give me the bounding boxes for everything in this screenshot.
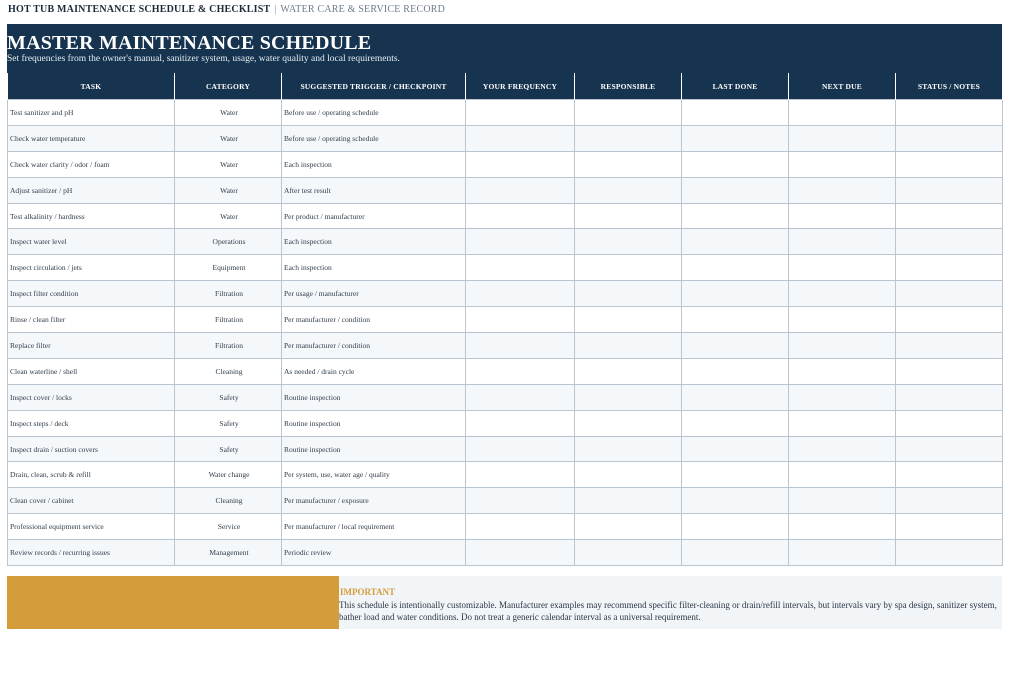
note-text: This schedule is intentionally customizable. Manufacturer examples may recommend specific filter-cleaning or drain/refill intervals, but intervals vary by spa design, sanitizer system, bather load and water conditions. Do not treat a generic calendar interval as a universal requirement. <box>339 600 997 622</box>
next-due-cell[interactable] <box>789 229 896 255</box>
last-done-cell[interactable] <box>682 514 789 540</box>
status-notes-cell[interactable] <box>896 436 1003 462</box>
status-notes-cell[interactable] <box>896 333 1003 359</box>
frequency-cell[interactable] <box>466 229 575 255</box>
column-header-status-notes: STATUS / NOTES <box>896 73 1003 100</box>
next-due-cell[interactable] <box>789 307 896 333</box>
last-done-cell[interactable] <box>682 100 789 126</box>
responsible-cell[interactable] <box>575 100 682 126</box>
trigger-cell: Before use / operating schedule <box>282 125 466 151</box>
column-header-frequency: YOUR FREQUENCY <box>466 73 575 100</box>
category-cell: Water <box>175 177 282 203</box>
table-row <box>8 203 1003 229</box>
table-row <box>8 229 1003 255</box>
task-cell: Rinse / clean filter <box>8 307 175 333</box>
document-title: HOT TUB MAINTENANCE SCHEDULE & CHECKLIST <box>8 4 271 15</box>
trigger-cell: Routine inspection <box>282 410 466 436</box>
responsible-cell[interactable] <box>575 462 682 488</box>
status-notes-cell[interactable] <box>896 358 1003 384</box>
task-cell: Inspect filter condition <box>8 281 175 307</box>
last-done-cell[interactable] <box>682 177 789 203</box>
category-cell: Operations <box>175 229 282 255</box>
category-cell: Water <box>175 151 282 177</box>
table-row <box>8 436 1003 462</box>
category-cell: Water <box>175 203 282 229</box>
status-notes-cell[interactable] <box>896 100 1003 126</box>
note-label: IMPORTANT <box>340 587 396 597</box>
table-row <box>8 358 1003 384</box>
category-cell: Management <box>175 540 282 566</box>
maintenance-table <box>7 73 1003 566</box>
status-notes-cell[interactable] <box>896 410 1003 436</box>
table-row <box>8 255 1003 281</box>
last-done-cell[interactable] <box>682 358 789 384</box>
last-done-cell[interactable] <box>682 462 789 488</box>
status-notes-cell[interactable] <box>896 255 1003 281</box>
status-notes-cell[interactable] <box>896 151 1003 177</box>
note-accent-block <box>7 576 339 629</box>
task-cell: Professional equipment service <box>8 514 175 540</box>
responsible-cell[interactable] <box>575 151 682 177</box>
table-row <box>8 177 1003 203</box>
category-cell: Safety <box>175 410 282 436</box>
frequency-cell[interactable] <box>466 307 575 333</box>
task-cell: Replace filter <box>8 333 175 359</box>
trigger-cell: Per usage / manufacturer <box>282 281 466 307</box>
next-due-cell[interactable] <box>789 436 896 462</box>
column-header-category: CATEGORY <box>175 73 282 100</box>
status-notes-cell[interactable] <box>896 488 1003 514</box>
status-notes-cell[interactable] <box>896 229 1003 255</box>
frequency-cell[interactable] <box>466 514 575 540</box>
last-done-cell[interactable] <box>682 410 789 436</box>
trigger-cell: Per product / manufacturer <box>282 203 466 229</box>
last-done-cell[interactable] <box>682 333 789 359</box>
table-row <box>8 514 1003 540</box>
task-cell: Test sanitizer and pH <box>8 100 175 126</box>
schedule-title: MASTER MAINTENANCE SCHEDULE <box>7 32 372 54</box>
table-row <box>8 384 1003 410</box>
table-row <box>8 333 1003 359</box>
last-done-cell[interactable] <box>682 229 789 255</box>
column-header-last-done: LAST DONE <box>682 73 789 100</box>
responsible-cell[interactable] <box>575 384 682 410</box>
next-due-cell[interactable] <box>789 333 896 359</box>
status-notes-cell[interactable] <box>896 125 1003 151</box>
responsible-cell[interactable] <box>575 125 682 151</box>
table-row <box>8 307 1003 333</box>
frequency-cell[interactable] <box>466 540 575 566</box>
trigger-cell: Per system, use, water age / quality <box>282 462 466 488</box>
frequency-cell[interactable] <box>466 436 575 462</box>
trigger-cell: Per manufacturer / local requirement <box>282 514 466 540</box>
status-notes-cell[interactable] <box>896 203 1003 229</box>
trigger-cell: Each inspection <box>282 229 466 255</box>
category-cell: Water <box>175 125 282 151</box>
trigger-cell: Routine inspection <box>282 436 466 462</box>
task-cell: Check water temperature <box>8 125 175 151</box>
responsible-cell[interactable] <box>575 540 682 566</box>
responsible-cell[interactable] <box>575 255 682 281</box>
last-done-cell[interactable] <box>682 384 789 410</box>
category-cell: Filtration <box>175 281 282 307</box>
table-row <box>8 151 1003 177</box>
responsible-cell[interactable] <box>575 177 682 203</box>
table-row <box>8 410 1003 436</box>
next-due-cell[interactable] <box>789 410 896 436</box>
status-notes-cell[interactable] <box>896 177 1003 203</box>
next-due-cell[interactable] <box>789 203 896 229</box>
responsible-cell[interactable] <box>575 514 682 540</box>
trigger-cell: Routine inspection <box>282 384 466 410</box>
last-done-cell[interactable] <box>682 203 789 229</box>
trigger-cell: Each inspection <box>282 255 466 281</box>
trigger-cell: Periodic review <box>282 540 466 566</box>
category-cell: Safety <box>175 436 282 462</box>
last-done-cell[interactable] <box>682 488 789 514</box>
frequency-cell[interactable] <box>466 281 575 307</box>
category-cell: Safety <box>175 384 282 410</box>
task-cell: Inspect circulation / jets <box>8 255 175 281</box>
category-cell: Cleaning <box>175 488 282 514</box>
frequency-cell[interactable] <box>466 177 575 203</box>
next-due-cell[interactable] <box>789 281 896 307</box>
responsible-cell[interactable] <box>575 436 682 462</box>
task-cell: Clean waterline / shell <box>8 358 175 384</box>
responsible-cell[interactable] <box>575 307 682 333</box>
task-cell: Test alkalinity / hardness <box>8 203 175 229</box>
table-row <box>8 100 1003 126</box>
next-due-cell[interactable] <box>789 358 896 384</box>
next-due-cell[interactable] <box>789 540 896 566</box>
next-due-cell[interactable] <box>789 384 896 410</box>
responsible-cell[interactable] <box>575 488 682 514</box>
frequency-cell[interactable] <box>466 384 575 410</box>
task-cell: Adjust sanitizer / pH <box>8 177 175 203</box>
next-due-cell[interactable] <box>789 462 896 488</box>
next-due-cell[interactable] <box>789 488 896 514</box>
task-cell: Inspect water level <box>8 229 175 255</box>
last-done-cell[interactable] <box>682 540 789 566</box>
task-cell: Clean cover / cabinet <box>8 488 175 514</box>
table-row <box>8 281 1003 307</box>
category-cell: Filtration <box>175 307 282 333</box>
schedule-banner <box>7 24 1002 73</box>
frequency-cell[interactable] <box>466 203 575 229</box>
last-done-cell[interactable] <box>682 436 789 462</box>
status-notes-cell[interactable] <box>896 462 1003 488</box>
table-header-row <box>8 73 1003 100</box>
next-due-cell[interactable] <box>789 514 896 540</box>
next-due-cell[interactable] <box>789 125 896 151</box>
frequency-cell[interactable] <box>466 462 575 488</box>
document-section: WATER CARE & SERVICE RECORD <box>280 4 446 15</box>
column-header-next-due: NEXT DUE <box>789 73 896 100</box>
frequency-cell[interactable] <box>466 125 575 151</box>
task-cell: Check water clarity / odor / foam <box>8 151 175 177</box>
important-note <box>7 576 1002 629</box>
header-separator: | <box>274 4 277 15</box>
trigger-cell: Per manufacturer / condition <box>282 307 466 333</box>
next-due-cell[interactable] <box>789 255 896 281</box>
table-row <box>8 488 1003 514</box>
frequency-cell[interactable] <box>466 358 575 384</box>
responsible-cell[interactable] <box>575 281 682 307</box>
task-cell: Review records / recurring issues <box>8 540 175 566</box>
trigger-cell: Per manufacturer / condition <box>282 333 466 359</box>
document-header <box>8 4 445 16</box>
responsible-cell[interactable] <box>575 358 682 384</box>
task-cell: Inspect cover / locks <box>8 384 175 410</box>
status-notes-cell[interactable] <box>896 281 1003 307</box>
trigger-cell: Before use / operating schedule <box>282 100 466 126</box>
next-due-cell[interactable] <box>789 177 896 203</box>
category-cell: Service <box>175 514 282 540</box>
status-notes-cell[interactable] <box>896 514 1003 540</box>
category-cell: Water <box>175 100 282 126</box>
category-cell: Water change <box>175 462 282 488</box>
status-notes-cell[interactable] <box>896 540 1003 566</box>
next-due-cell[interactable] <box>789 100 896 126</box>
responsible-cell[interactable] <box>575 410 682 436</box>
status-notes-cell[interactable] <box>896 307 1003 333</box>
responsible-cell[interactable] <box>575 229 682 255</box>
trigger-cell: After test result <box>282 177 466 203</box>
responsible-cell[interactable] <box>575 333 682 359</box>
frequency-cell[interactable] <box>466 410 575 436</box>
category-cell: Equipment <box>175 255 282 281</box>
trigger-cell: As needed / drain cycle <box>282 358 466 384</box>
schedule-subtitle: Set frequencies from the owner's manual, sanitizer system, usage, water quality and local requirements. <box>7 54 400 64</box>
last-done-cell[interactable] <box>682 255 789 281</box>
next-due-cell[interactable] <box>789 151 896 177</box>
trigger-cell: Per manufacturer / exposure <box>282 488 466 514</box>
frequency-cell[interactable] <box>466 255 575 281</box>
trigger-cell: Each inspection <box>282 151 466 177</box>
task-cell: Inspect drain / suction covers <box>8 436 175 462</box>
category-cell: Cleaning <box>175 358 282 384</box>
frequency-cell[interactable] <box>466 100 575 126</box>
column-header-task: TASK <box>8 73 175 100</box>
responsible-cell[interactable] <box>575 203 682 229</box>
task-cell: Inspect steps / deck <box>8 410 175 436</box>
column-header-responsible: RESPONSIBLE <box>575 73 682 100</box>
last-done-cell[interactable] <box>682 151 789 177</box>
frequency-cell[interactable] <box>466 333 575 359</box>
last-done-cell[interactable] <box>682 281 789 307</box>
frequency-cell[interactable] <box>466 151 575 177</box>
last-done-cell[interactable] <box>682 125 789 151</box>
status-notes-cell[interactable] <box>896 384 1003 410</box>
table-row <box>8 540 1003 566</box>
table-row <box>8 462 1003 488</box>
column-header-trigger: SUGGESTED TRIGGER / CHECKPOINT <box>282 73 466 100</box>
task-cell: Drain, clean, scrub & refill <box>8 462 175 488</box>
category-cell: Filtration <box>175 333 282 359</box>
last-done-cell[interactable] <box>682 307 789 333</box>
table-row <box>8 125 1003 151</box>
frequency-cell[interactable] <box>466 488 575 514</box>
